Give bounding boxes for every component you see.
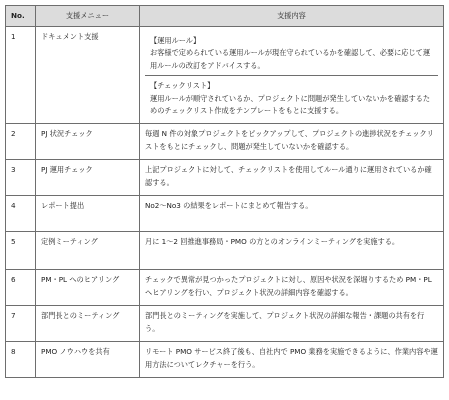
row-no: 4 (6, 196, 36, 232)
row-no: 3 (6, 160, 36, 196)
block-text: 運用ルールが順守されているか、プロジェクトに問題が発生していないかを確認するためのチェックリスト作成をテンプレートをもとに支援する。 (150, 93, 431, 116)
row-menu: PM・PL へのヒアリング (36, 270, 140, 306)
table-row (6, 342, 444, 378)
row-menu: PJ 状況チェック (36, 124, 140, 160)
row-no: 2 (6, 124, 36, 160)
row-menu: PJ 運用チェック (36, 160, 140, 196)
row-content: チェックで異常が見つかったプロジェクトに対し、原因や状況を深堀りするため PM・PL へヒアリングを行い、プロジェクト状況の詳細内容を確認する。 (140, 270, 444, 306)
table-row (6, 196, 444, 232)
row-no: 5 (6, 232, 36, 270)
row-content (140, 27, 444, 124)
row-content: 月に 1～2 回推進事務局・PMO の方とのオンラインミーティングを実施する。 (140, 232, 444, 270)
row-content: No2～No3 の結果をレポートにまとめて報告する。 (140, 196, 444, 232)
row-no: 1 (6, 27, 36, 124)
header-content: 支援内容 (140, 6, 444, 27)
table-body (6, 27, 444, 378)
block-title: 【チェックリスト】 (150, 81, 215, 91)
support-menu-table (5, 5, 444, 378)
row-content: 部門長とのミーティングを実施して、プロジェクト状況の詳細な報告・課題の共有を行う。 (140, 306, 444, 342)
header-row (6, 6, 444, 27)
row-menu: 部門長とのミーティング (36, 306, 140, 342)
content-block-checklist (145, 75, 438, 120)
block-text: お客様で定められている運用ルールが現在守られているかを確認して、必要に応じて運用ルールの改訂をアドバイスする。 (150, 48, 431, 70)
row-no: 8 (6, 342, 36, 378)
row-content: 上記プロジェクトに対して、チェックリストを使用してルール通りに運用されているか確認する。 (140, 160, 444, 196)
table-row (6, 270, 444, 306)
content-block-operation-rules (145, 31, 438, 75)
row-no: 6 (6, 270, 36, 306)
row-content: 毎週 N 件の対象プロジェクトをピックアップして、プロジェクトの進捗状況をチェックリストをもとにチェックし、問題が発生していないかを確認する。 (140, 124, 444, 160)
row-menu: PMO ノウハウを共有 (36, 342, 140, 378)
row-menu: レポート提出 (36, 196, 140, 232)
header-menu: 支援メニュー (36, 6, 140, 27)
table-row (6, 160, 444, 196)
table-header (6, 6, 444, 27)
header-no: No. (6, 6, 36, 27)
row-menu: ドキュメント支援 (36, 27, 140, 124)
row-no: 7 (6, 306, 36, 342)
table-row (6, 124, 444, 160)
table-row (6, 232, 444, 270)
block-title: 【運用ルール】 (150, 36, 201, 45)
table-row (6, 27, 444, 124)
row-menu: 定例ミーティング (36, 232, 140, 270)
row-content: リモート PMO サービス終了後も、自社内で PMO 業務を実施できるように、作業内容や運用方法についてレクチャーを行う。 (140, 342, 444, 378)
table-row (6, 306, 444, 342)
